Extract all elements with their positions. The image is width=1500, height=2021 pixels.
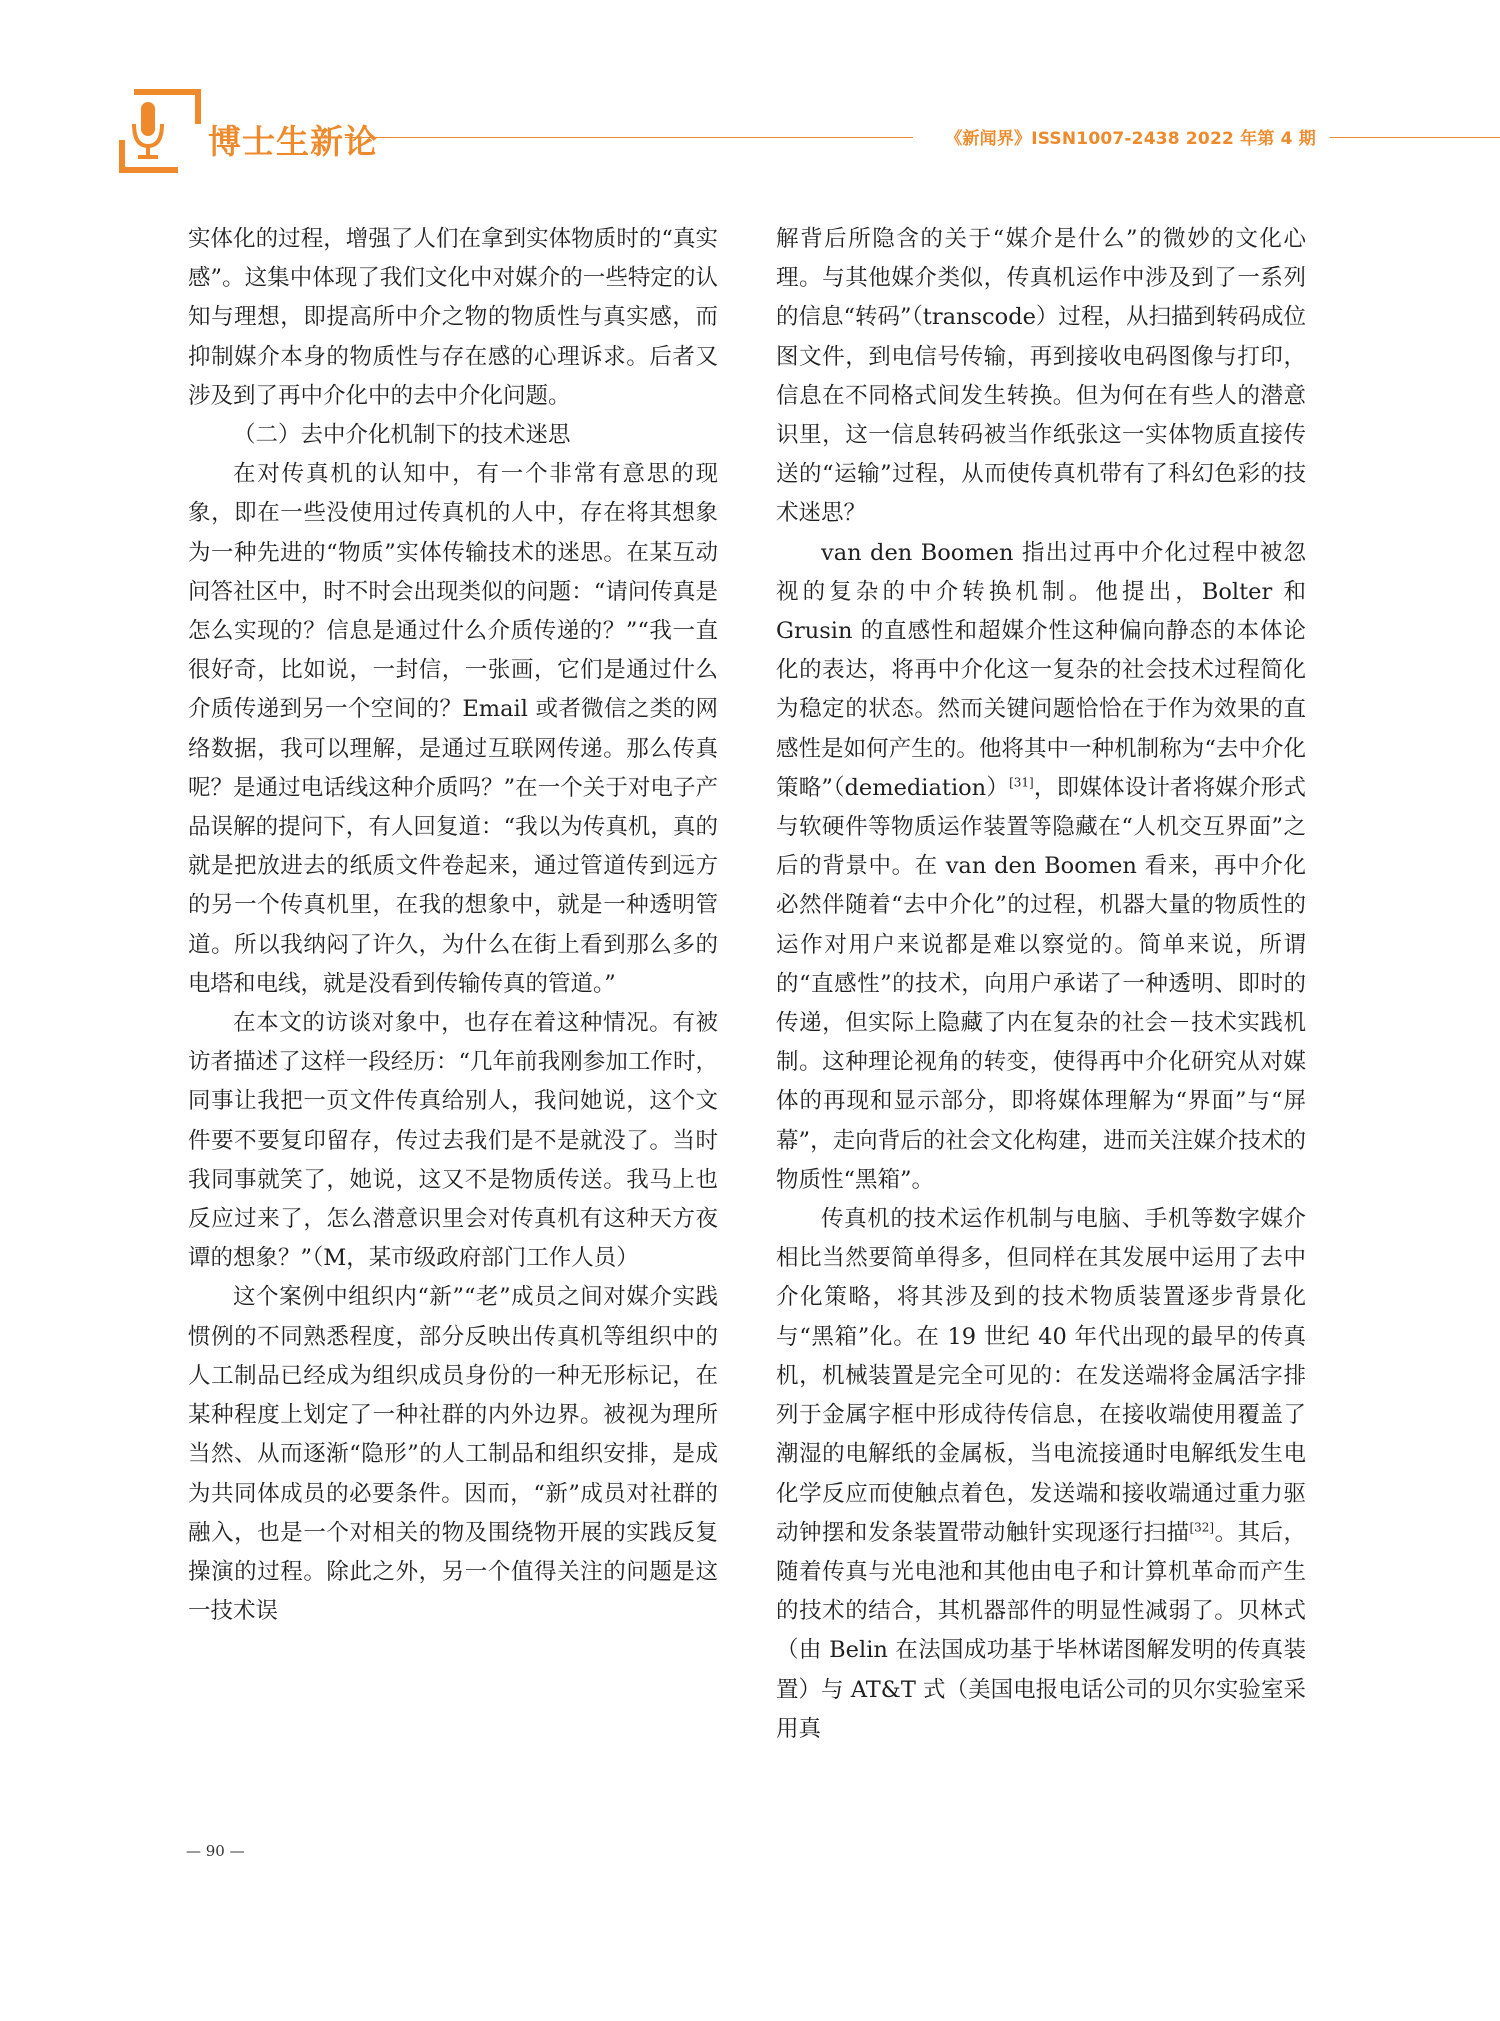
- left-column: [188, 220, 718, 1631]
- right-paragraph-2-text-b: ，即媒体设计者将媒介形式与软硬件等物质运作装置等隐藏在“人机交互界面”之后的背景中。在 van den Boomen 看来，再中介化必然伴随着“去中介化”的过程，机器大量的物质性的运作对用户来说都是难以察觉的。简单来说，所谓的“直感性”的技术，向用户承诺了一种透明、即时的传递，但实际上隐藏了内在复杂的社会－技术实践机制。这种理论视角的转变，使得再中介化研究从对媒体的再现和显示部分，即将媒体理解为“界面”与“屏幕”，走向背后的社会文化构建，进而关注媒介技术的物质性“黑箱”。: [776, 774, 1306, 1193]
- page-number: — 90 —: [186, 1842, 245, 1860]
- header-rule-right: [1330, 137, 1500, 138]
- left-paragraph-4: 这个案例中组织内“新”“老”成员之间对媒介实践惯例的不同熟悉程度，部分反映出传真机等组织中的人工制品已经成为组织成员身份的一种无形标记，在某种程度上划定了一种社群的内外边界。被视为理所当然、从而逐渐“隐形”的人工制品和组织安排，是成为共同体成员的必要条件。因而，“新”成员对社群的融入，也是一个对相关的物及围绕物开展的实践反复操演的过程。除此之外，另一个值得关注的问题是这一技术误: [188, 1284, 718, 1625]
- journal-info: 《新闻界》ISSN1007-2438 2022 年第 4 期: [945, 129, 1316, 149]
- right-paragraph-2: [776, 534, 1306, 1200]
- left-paragraph-2: 在对传真机的认知中，有一个非常有意思的现象，即在一些没使用过传真机的人中，存在将其想象为一种先进的“物质”实体传输技术的迷思。在某互动问答社区中，时不时会出现类似的问题：“请问传真是怎么实现的？信息是通过什么介质传递的？”“我一直很好奇，比如说，一封信，一张画，它们是通过什么介质传递到另一个空间的？Email 或者微信之类的网络数据，我可以理解，是通过互联网传递。那么传真呢？是通过电话线这种介质吗？”在一个关于对电子产品误解的提问下，有人回复道：“我以为传真机，真的就是把放进去的纸质文件卷起来，通过管道传到远方的另一个传真机里，在我的想象中，就是一种透明管道。所以我纳闷了许久，为什么在街上看到那么多的电塔和电线，就是没看到传输传真的管道。”: [188, 461, 718, 997]
- right-column: [776, 220, 1306, 1749]
- left-paragraph-1: 实体化的过程，增强了人们在拿到实体物质时的“真实感”。这集中体现了我们文化中对媒介的一些特定的认知与理想，即提高所中介之物的物质性与真实感，而抑制媒介本身的物质性与存在感的心理诉求。后者又涉及到了再中介化中的去中介化问题。: [188, 226, 718, 409]
- right-paragraph-2-text-a: van den Boomen 指出过再中介化过程中被忽视的复杂的中介转换机制。他提出，Bolter 和 Grusin 的直感性和超媒介性这种偏向静态的本体论化的表达，将再中介化这一复杂的社会技术过程简化为稳定的状态。然而关键问题恰恰在于作为效果的直感性是如何产生的。他将其中一种机制称为“去中介化策略”（demediation）: [776, 539, 1306, 801]
- header-rule-left: [345, 137, 913, 138]
- right-paragraph-1: 解背后所隐含的关于“媒介是什么”的微妙的文化心理。与其他媒介类似，传真机运作中涉及到了一系列的信息“转码”（transcode）过程，从扫描到转码成位图文件，到电信号传输，再到接收电码图像与打印，信息在不同格式间发生转换。但为何在有些人的潜意识里，这一信息转码被当作纸张这一实体物质直接传送的“运输”过程，从而使传真机带有了科幻色彩的技术迷思？: [776, 226, 1306, 527]
- right-paragraph-3: [776, 1200, 1306, 1749]
- footnote-ref-32[interactable]: [32]: [1189, 1520, 1215, 1535]
- footnote-ref-31[interactable]: [31]: [1009, 775, 1034, 790]
- left-paragraph-3: 在本文的访谈对象中，也存在着这种情况。有被访者描述了这样一段经历：“几年前我刚参加工作时，同事让我把一页文件传真给别人，我问她说，这个文件要不要复印留存，传过去我们是不是就没了。当时我同事就笑了，她说，这又不是物质传送。我马上也反应过来了，怎么潜意识里会对传真机有这种天方夜谭的想象？”（M，某市级政府部门工作人员）: [188, 1010, 718, 1272]
- right-paragraph-3-text-b: 。其后，随着传真与光电池和其他由电子和计算机革命而产生的技术的结合，其机器部件的明显性减弱了。贝林式（由 Belin 在法国成功基于毕林诺图解发明的传真装置）与 AT&T 式（美国电报电话公司的贝尔实验室采用真: [776, 1519, 1306, 1742]
- section-title: 博士生新论: [208, 122, 378, 161]
- microphone-bracket-logo-icon: [118, 88, 202, 174]
- right-paragraph-3-text-a: 传真机的技术运作机制与电脑、手机等数字媒介相比当然要简单得多，但同样在其发展中运用了去中介化策略，将其涉及到的技术物质装置逐步背景化与“黑箱”化。在 19 世纪 40 年代出现的最早的传真机，机械装置是完全可见的：在发送端将金属活字排列于金属字框中形成待传信息，在接收端使用覆盖了潮湿的电解纸的金属板，当电流接通时电解纸发生电化学反应而使触点着色，发送端和接收端通过重力驱动钟摆和发条装置带动触针实现逐行扫描: [776, 1206, 1306, 1546]
- subheading: （二）去中介化机制下的技术迷思: [233, 422, 571, 449]
